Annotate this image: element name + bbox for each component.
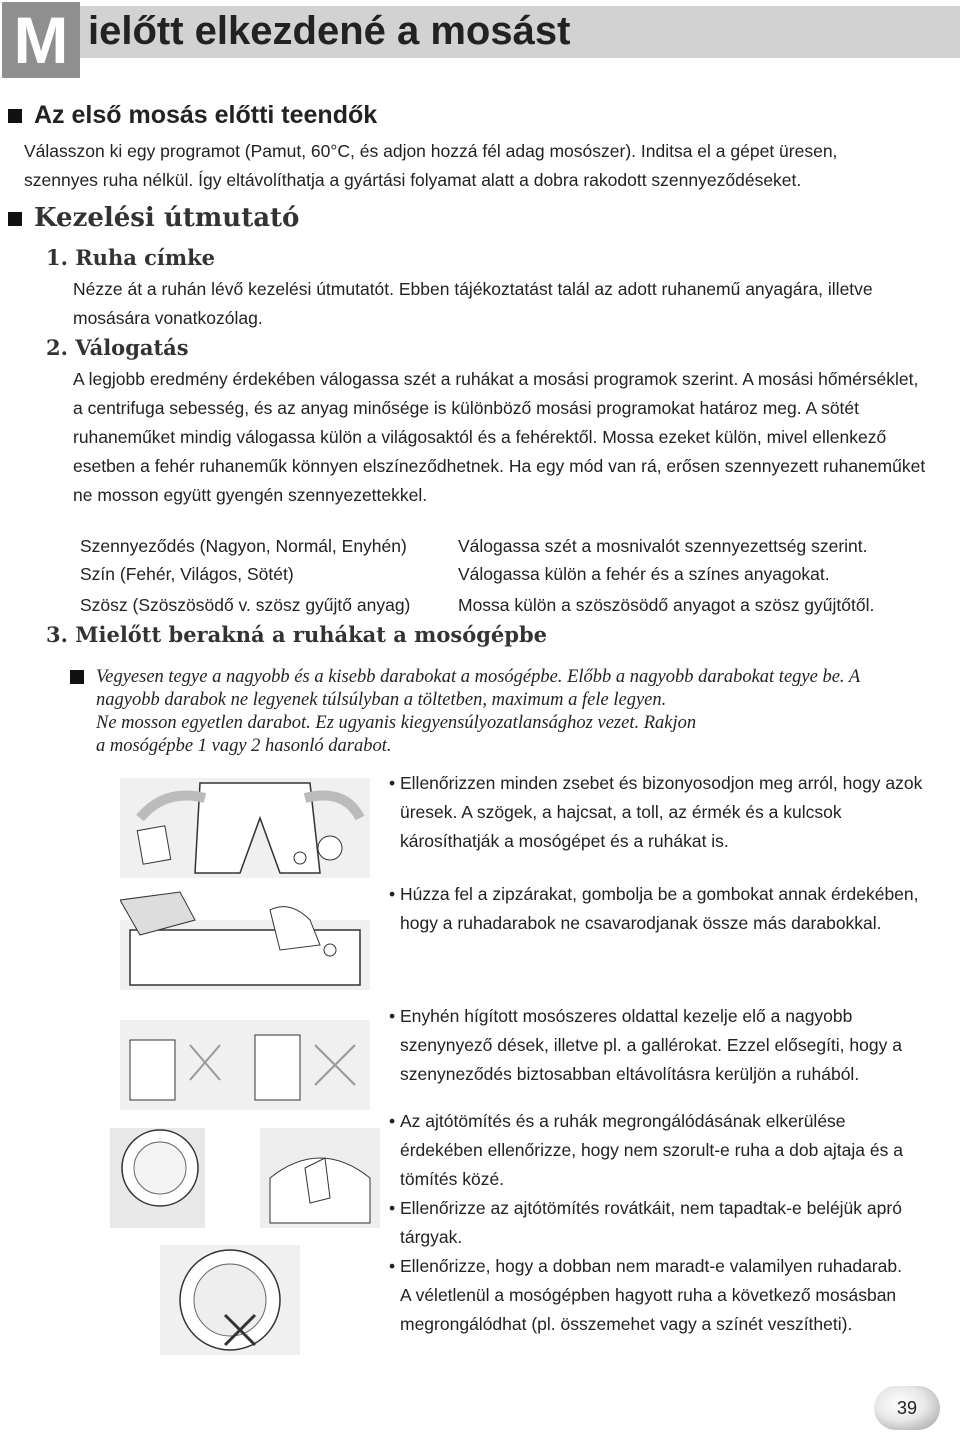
title-initial: M [2,2,80,78]
square-bullet-icon [8,109,22,123]
square-bullet-icon [8,212,22,226]
zipper-button-illustration [120,890,370,990]
page-number: 39 [874,1386,940,1430]
drum-check-illustration [160,1245,300,1355]
table-row: Szennyeződés (Nagyon, Normál, Enyhén) Válogassa szét a mosnivalót szennyezettség szerint. [80,535,868,556]
item1-text: Nézze át a ruhán lévő kezelési útmutatót. Ebben tájékoztatást talál az adott ruhanemű anyagára, illetve mosására vonatkozólag. [73,279,873,328]
square-bullet-icon [70,670,84,684]
item1-heading: 1. Ruha címke [46,245,216,270]
pants-pockets-illustration [120,778,370,878]
item2-text: A legjobb eredmény érdekében válogassa szét a ruhákat a mosási programok szerint. A mosási hőmérséklet, a centrifuga sebesség, és az anyag minősége is különböző mosási programokat határoz meg. A sötét ruhaneműket mindig válogassa külön a világosaktól és a fehérektől. Mossa ezeket külön, mivel ellenkező esetben a fehér ruhaneműk könnyen elszíneződhetnek. Ha egy mód van rá, erősen szennyezett ruhaneműket ne mosson együtt gyengén szennyezettekkel. [73,369,926,505]
first-wash-text: Válasszon ki egy programot (Pamut, 60°C, és adjon hozzá fél adag mosószer). Inditsa el a gépet üresen, szennyes ruha nélkül. Így eltávolíthatja a gyártási folyamat alatt a dobra rakodott szennyeződéseket. [24,141,838,190]
page-title: ielőtt elkezdené a mosást [88,9,571,53]
table-row: Szín (Fehér, Világos, Sötét) Válogassa külön a fehér és a színes anyagokat. [80,563,830,584]
list-item: • Ellenőrizze az ajtótömítés rovátkáit, nem tapadtak-e beléjük apró tárgyak. [389,1198,902,1247]
list-item: • Húzza fel a zipzárakat, gombolja be a gombokat annak érdekében, hogy a ruhadarabok ne csavarodjanak össze más darabokkal. [389,884,919,933]
list-item: • Ellenőrizzen minden zsebet és bizonyosodjon meg arról, hogy azok üresek. A szögek, a hajcsat, a toll, az érmék és a kulcsok károsíthatják a mosógépet és a ruhákat is. [389,773,923,851]
item3-heading: 3. Mielőtt berakná a ruhákat a mosógépbe [46,622,548,647]
collar-pretreat-illustration [120,1020,370,1110]
item3-italic-note: Vegyesen tegye a nagyobb és a kisebb darabokat a mosógépbe. Előbb a nagyobb darabokat tegye be. A nagyobb darabok ne legyenek túlsúlyban a töltetben, maximum a fele legyen. Ne mosson egyetlen darabot. Ez ugyanis kiegyensúlyozatlansághoz vezet. Rakjon a mosógépbe 1 vagy 2 hasonló darabot. [96,667,861,756]
item2-heading: 2. Válogatás [46,335,189,360]
page-title-bar [0,0,960,78]
table-row: Szösz (Szöszösödő v. szösz gyűjtő anyag) Mossa külön a szöszösödő anyagot a szösz gyűjtőtől. [80,594,875,615]
sorting-table [80,532,874,622]
door-seal-illustration [110,1128,380,1228]
list-item: • Enyhén hígított mosószeres oldattal kezelje elő a nagyobb szenynyező dések, illetve pl. a gallérokat. Ezzel elősegíti, hogy a szenyneződés biztosabban eltávolításra kerüljön a ruhából. [389,1006,902,1084]
list-item: • Az ajtótömítés és a ruhák megrongálódásának elkerülése érdekében ellenőrizze, hogy nem szorult-e ruha a dob ajtaja és a tömítés közé. [389,1111,903,1189]
list-item: • Ellenőrizze, hogy a dobban nem maradt-e valamilyen ruhadarab. A véletlenül a mosógépben hagyott ruha a következő mosásban megrongálódhat (pl. összemehet vagy a színét veszítheti). [389,1256,902,1334]
guide-heading: Kezelési útmutató [8,203,299,233]
first-wash-heading: Az első mosás előtti teendők [8,101,377,130]
